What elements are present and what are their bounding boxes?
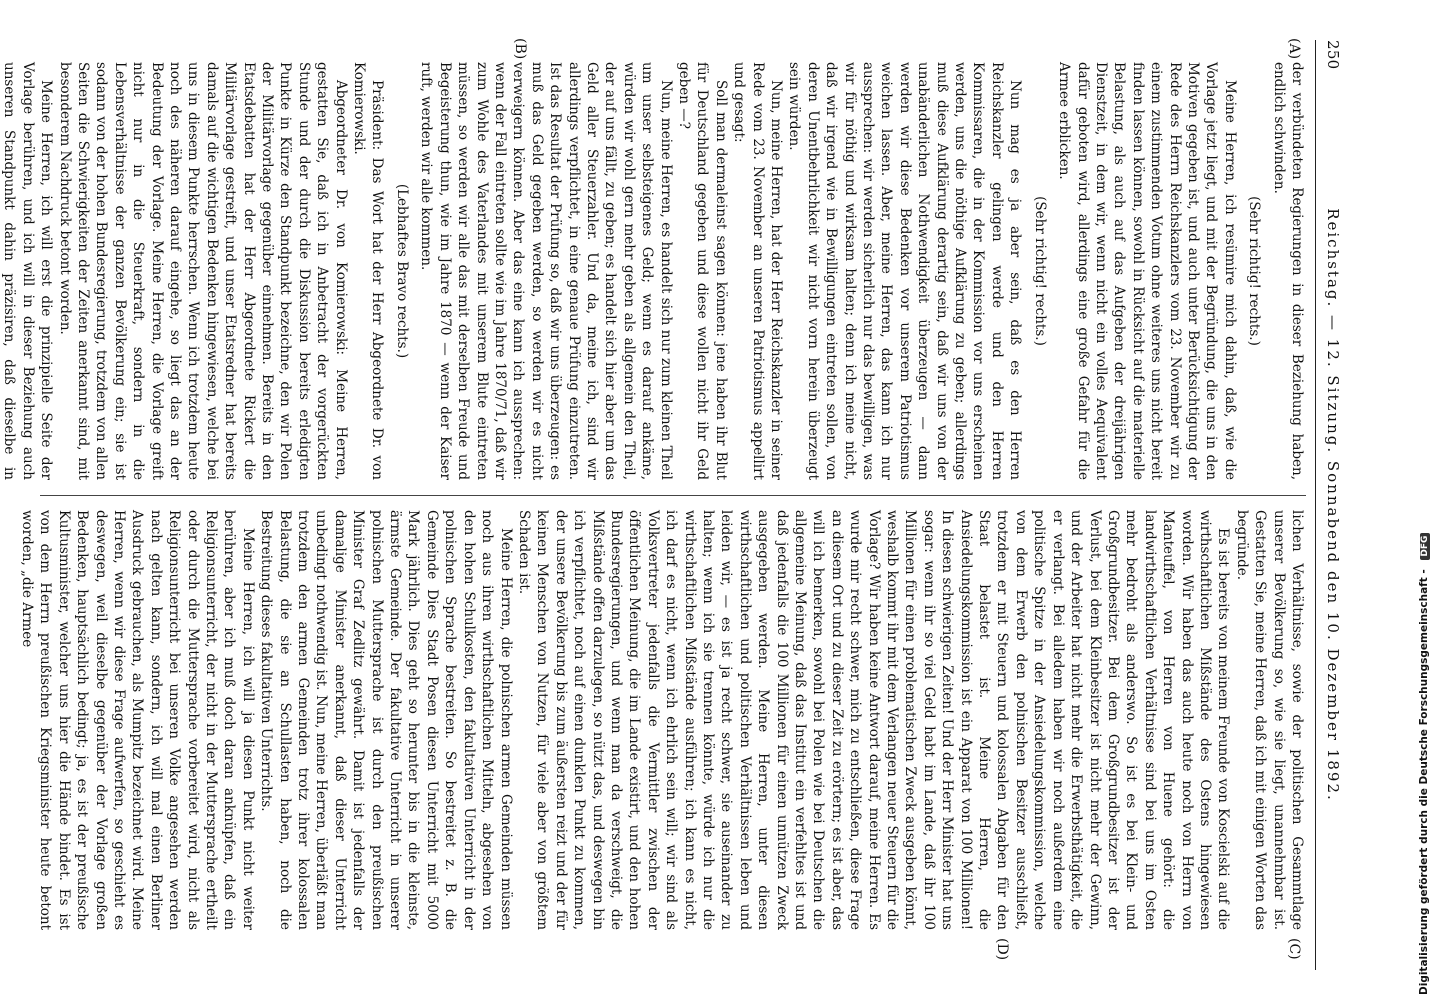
paragraph: Präsident: Das Wort hat der Herr Abgeordnete Dr. von Komierowski.	[351, 62, 386, 480]
margin-mark-a: (A)	[1286, 38, 1302, 60]
header-rule	[1315, 40, 1316, 970]
paragraph: Meine Herren, ich will ja diesen Punkt nicht weiter berühren, aber ich muß doch daran anknüpfen, daß ein Religionsunterricht, der nicht in der Muttersprache ertheilt oder durch die Muttersprache vorbereitet wird, nicht als Religionsunterricht bei unseren Volke angesehen werden nach gelten kann, sondern, ich will mal einen Berliner Ausdruck gebrauchen, als Mumpitz bezeichnet wird. Meine Herren, wenn wir diese Frage aufwerfen, so geschieht es deswegen, weil dieselbe gegenüber der Vorlage großen Bedenken, hauptsächlich bedingt; ja, es ist der preußische Kultusminister, welcher uns hier die Hände bindet. Es ist von dem Herrn preußischen Kriegsminister heute betont worden, „die Armee	[18, 510, 256, 930]
credit-text: Digitalisierung gefördert durch die Deutsche Forschungsgemeinschaft -	[1418, 569, 1430, 995]
paragraph: (Sehr richtig! rechts.)	[1246, 196, 1263, 346]
page-header	[1318, 40, 1342, 970]
right-text-column	[18, 510, 1306, 930]
margin-mark-c: (C)	[1286, 938, 1302, 960]
paragraph: der verbündeten Regierungen in dieser Beziehung haben, endlich schwinden.	[1270, 62, 1305, 480]
paragraph: (Sehr richtig! rechts.)	[1031, 196, 1048, 346]
paragraph: Soll man dermaleinst sagen können: jene haben ihr Blut für Deutschland gegeben und diese wollen nicht ihr Geld geben —?	[676, 62, 729, 480]
page-number: 250	[1324, 40, 1342, 70]
margin-mark-d: (D)	[994, 938, 1010, 961]
left-text-column	[1, 62, 1306, 480]
column-divider	[40, 495, 1306, 496]
margin-mark-b: (B)	[512, 38, 528, 60]
paragraph: Meine Herren, die polnischen armen Gemeinden müssen noch aus ihren wirthschaftlichen Mitteln, abgesehen von den hohen Schulkosten, den fakultativen Unterricht in der polnischen Sprache bestreiten. So bestreitet z. B. die Gemeinde Dies Stadt Posen diesen Unterricht mit 5000 Mark jährlich. Dies geht so herunter bis in die kleinste, ärmste Gemeinde. Der fakultative Unterricht in unserer polnischen Muttersprache ist durch den preußischen Minister Graf Zedlitz gewährt. Damit ist jedenfalls der damalige Minister anerkannt, daß dieser Unterricht unbedingt nothwendig ist. Nun, meine Herren, überläßt man trotzdem den armen Gemeinden trotz ihrer kolossalen Belastung, die sie an Schullasten haben, noch die Bestreitung dieses fakultativen Unterrichts.	[258, 510, 514, 930]
dfg-logo: DFG	[1420, 533, 1430, 560]
paragraph: Nun, meine Herren, hat der Herr Reichskanzler in seiner Rede vom 23. November an unseren Patriotismus appellirt und gesagt:	[731, 62, 785, 480]
paragraph: Es ist bereits von meinem Freunde von Koscielski auf die wirthschaftlichen Mißstände des Ostens hingewiesen worden. Wir haben das auch heute noch von Herrn von Manteuffel, von Herren von Huene gehört: die landwirthschaftlichen Verhältnisse sind bei uns im Osten mehr bedroht als anderswo. So ist es bei Klein- und Großgrundbesitzer. Bei dem Großgrundbesitzer ist der Verlust, bei dem Kleinbesitzer ist nicht mehr der Gewinn, und der Arbeiter hat nicht mehr die Erwerbsthätigkeit, die er verlangt. Bei alledem haben wir noch außerdem eine politische Spitze in der Ansiedelungskommission, welche von dem Erwerb den polnischen Besitzer ausschließt, trotzdem er mit Steuern und kolossalen Abgaben für den Staat belastet ist. Meine Herren, die Ansiedelungskommission ist ein Apparat von 100 Millionen! In diesen schwierigen Zeiten! Und der Herr Minister hat uns sogar: wenn ihr so viel Geld habt im Lande, daß ihr 100 Millionen für einen problematischen Zweck ausgeben könnt, weshalb kommt ihr mit dem Verlangen neuer Steuern für die Vorlage? Wir haben keine Antwort darauf, meine Herren. Es wurde mir recht schwer, mich zu entschließen, diese Frage an diesem Ort und zu dieser Zeit zu erörtern; es ist aber, das will ich bemerken, sowohl bei Polen wie bei Deutschen die allgemeine Meinung, daß das Institut ein verfehltes ist und daß jedenfalls die 100 Millionen für einen unnützen Zweck ausgegeben werden. Meine Herren, unter diesen wirthschaftlichen und politischen Verhältnissen leben und leiden wir, — es ist ja recht schwer, sie auseinander zu halten; wenn ich sie trennen könnte, würde ich nur die wirthschaftlichen Mißstände ausführen; ich kann es nicht, ich darf es nicht, wenn ich ehrlich sein will; wir sind als Volksvertreter jedenfalls die Vermittler zwischen der öffentlichen Meinung, die im Lande existirt, und den hohen Bundesregierungen, und wenn man da verschweigt, die Mißstände offen darzulegen, so nützt das, und deswegen bin ich verpflichtet, noch auf einen dunklen Punkt zu kommen, der unsere Bevölkerung bis zum äußersten reizt und der für keinen Menschen von Nutzen, für viele aber von größtem Schaden ist.	[515, 510, 1232, 930]
paragraph: Abgeordneter Dr. von Komierowski: Meine Herren, gestatten Sie, daß ich in Anbetracht der vorgerückten Stunde und der durch die Diskussion bereits erledigten Punkte in Kürze den Standpunkt bezeichne, den wir Polen der Militärvorlage gegenüber einnehmen. Bereits in den Etatsdebatten hat der Herr Abgeordnete Rickert die Militärvorlage gestreift, und unser Etatsredner hat bereits damals auf die wichtigen Bedenken hingewiesen, welche bei uns in diesem Punkte herrschen. Wenn ich trotzdem heute noch des näheren darauf eingehe, so liegt das an der Bedeutung der Vorlage. Meine Herren, die Vorlage greift nicht nur in die Steuerkraft, sondern in die Lebensverhältnisse der ganzen Bevölkerung ein; sie ist sodann von der hohen Bundesregierung, trotzdem von allen Seiten die Schwierigkeiten der Zeiten anerkannt sind, mit besonderem Nachdruck betont worden.	[56, 62, 349, 480]
paragraph: Nun, meine Herren, es handelt sich nur zum kleinen Theil um unser selbsteigenes Geld; wenn es darauf ankäme, würden wir wohl gern mehr geben als allgemein den Theil, der auf uns fällt, zu geben; es handelt sich hier aber um das Geld aller Steuerzahler. Und da, meine ich, sind wir allerdings verpflichtet, in eine genaue Prüfung einzutreten. Ist das Resultat der Prüfung so, daß wir uns überzeugen: es muß das Geld gegeben werden, so werden wir es nicht verweigern können. Aber das eine kann ich aussprechen: wenn der Fall eintreten sollte wie im Jahre 1870/71, daß wir zum Wohle des Vaterlandes mit unserem Blute eintreten müssen, so werden wir alle das mit derselben Freude und Begeisterung thun, wie im Jahre 1870 — wenn der Kaiser ruft, werden wir alle kommen.	[418, 62, 674, 480]
paragraph: lichen Verhältnisse, sowie der politischen Gesammtlage unserer Bevölkerung so, wie sie liegt, unannehmbar ist. Gestatten Sie, meine Herren, daß ich mit einigen Worten das begründe.	[1233, 510, 1305, 930]
digitization-credit	[1418, 533, 1430, 995]
paragraph: Nun mag es ja aber sein, daß es den Herren Reichskanzler gelingen werde und den Herren Kommissaren, die in der Kommission vor uns erscheinen werden, uns die nöthige Aufklärung zu geben; allerdings muß diese Aufklärung derartig sein, daß wir uns von der unabänderlichen Nothwendigkeit überzeugen — dann werden wir diese Bedenken vor unserem Patriotismus weichen lassen. Aber, meine Herren, das kann ich nur aussprechen: wir werden sicherlich nur das bewilligen, was wir für nöthig und wirksam halten; denn ich meine nicht, daß wir irgend wie in Bewilligungen eintreten sollen, von deren Unentbehrlichkeit wir nicht vorn herein überzeugt sein würden.	[786, 62, 1024, 480]
paragraph: Meine Herren, ich resümire mich dahin, daß, wie die Vorlage jetzt liegt, und mit der Begründung, die uns in den Motiven gegeben ist, und auch unter Berücksichtigung der Rede des Herrn Reichskanzlers vom 23. November wir zu einem zustimmenden Votum ohne weiteres uns nicht bereit finden lassen können, sowohl in Rücksicht auf die materielle Belastung, als auch auf das Aufgeben der dreijährigen Dienstzeit, in dem wir, wenn nicht ein volles Aequivalent dafür geboten wird, allerdings eine große Gefahr für die Armee erblicken.	[1056, 62, 1238, 480]
paragraph: Meine Herren, ich will erst die prinzipielle Seite der Vorlage berühren, und ich will in dieser Beziehung auch unseren Standpunkt dahin präzisiren, daß dieselbe in	[1, 62, 55, 480]
running-title: Reichstag. — 12. Sitzung. Sonnabend den 10. Dezember 1892.	[1324, 208, 1342, 802]
paragraph: (Lebhaftes Bravo rechts.)	[393, 183, 410, 359]
